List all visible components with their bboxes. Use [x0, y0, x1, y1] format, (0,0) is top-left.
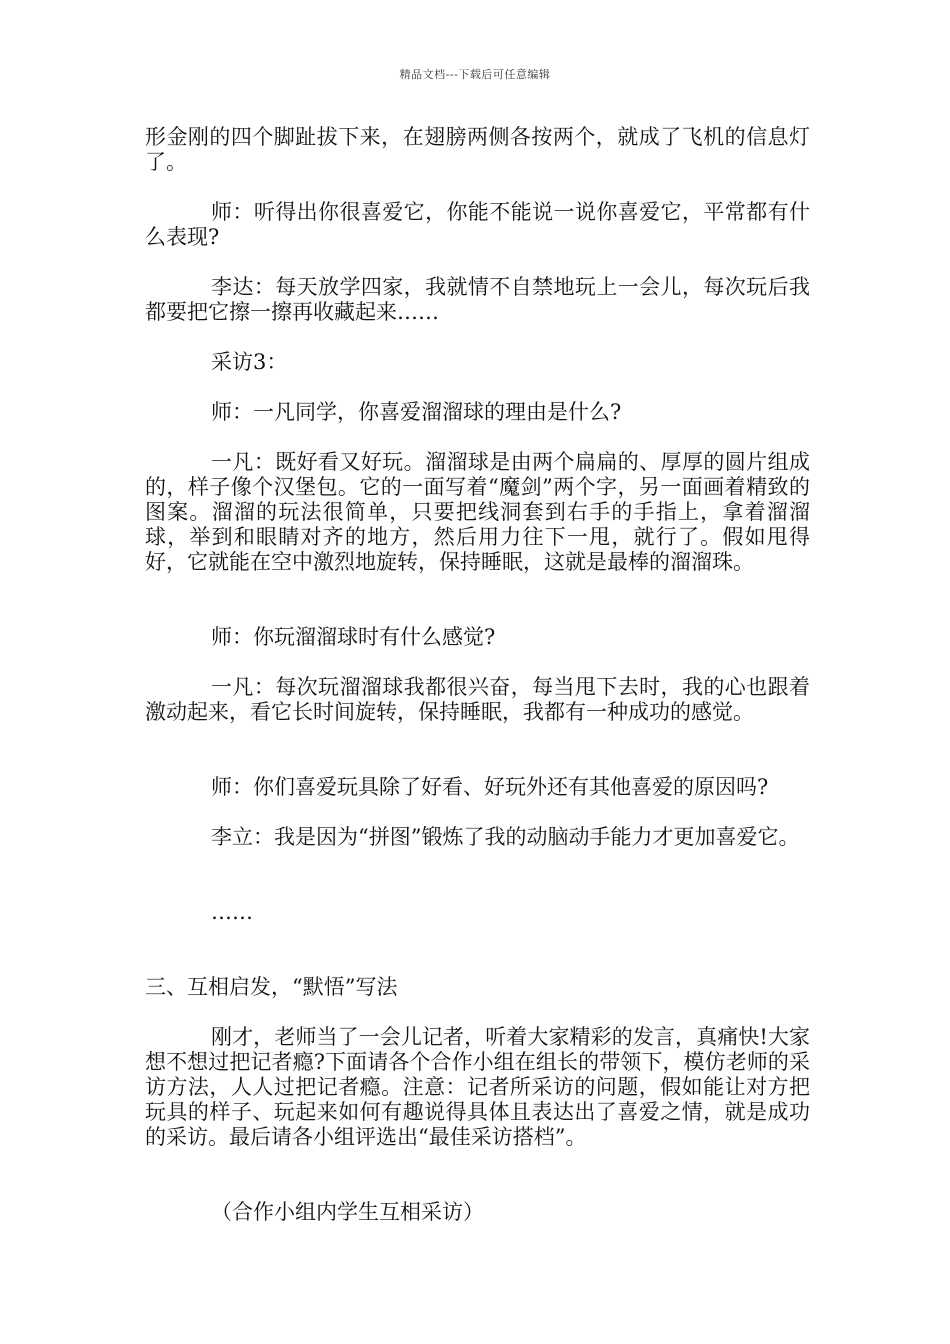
paragraph-teacher-question-1: 师：听得出你很喜爱它，你能不能说一说你喜爱它，平常都有什么表现?	[145, 200, 810, 249]
paragraph-ellipsis: ……	[211, 900, 253, 924]
paragraph-group-note: （合作小组内学生互相采访）	[211, 1200, 484, 1224]
paragraph-teacher-question-3: 师：你玩溜溜球时有什么感觉?	[211, 625, 496, 649]
paragraph-teacher-question-2: 师：一凡同学，你喜爱溜溜球的理由是什么?	[211, 400, 622, 424]
paragraph-yifan-answer-2: 一凡：每次玩溜溜球我都很兴奋，每当甩下去时，我的心也跟着激动起来，看它长时间旋转，保持睡眠，我都有一种成功的感觉。	[145, 675, 810, 724]
paragraph-teacher-question-4: 师：你们喜爱玩具除了好看、好玩外还有其他喜爱的原因吗?	[211, 775, 769, 799]
paragraph-yifan-answer-1: 一凡：既好看又好玩。溜溜球是由两个扁扁的、厚厚的圆片组成的，样子像个汉堡包。它的一面写着“魔剑”两个字，另一面画着精致的图案。溜溜的玩法很简单，只要把线洞套到右手的手指上，拿着溜溜球，举到和眼睛对齐的地方，然后用力往下一甩，就行了。假如甩得好，它就能在空中激烈地旋转，保持睡眠，这就是最棒的溜溜珠。	[145, 450, 810, 574]
paragraph-continuation: 形金刚的四个脚趾拔下来，在翅膀两侧各按两个，就成了飞机的信息灯了。	[145, 125, 810, 174]
paragraph-instructions: 刚才，老师当了一会儿记者，听着大家精彩的发言，真痛快!大家想不想过把记者瘾?下面请各个合作小组在组长的带领下，模仿老师的采访方法，人人过把记者瘾。注意：记者所采访的问题，假如能让对方把玩具的样子、玩起来如何有趣说得具体且表达出了喜爱之情，就是成功的采访。最后请各小组评选出“最佳采访搭档”。	[145, 1025, 810, 1149]
page-header: 精品文档---下载后可任意编辑	[399, 68, 551, 81]
section-heading-3: 三、互相启发，“默悟”写法	[145, 975, 398, 999]
paragraph-lida-answer: 李达：每天放学四家，我就情不自禁地玩上一会儿，每次玩后我都要把它擦一擦再收藏起来……	[145, 275, 810, 324]
paragraph-lili-answer: 李立：我是因为“拼图”锻炼了我的动脑动手能力才更加喜爱它。	[211, 825, 800, 849]
paragraph-interview-3-label: 采访3：	[211, 350, 288, 374]
